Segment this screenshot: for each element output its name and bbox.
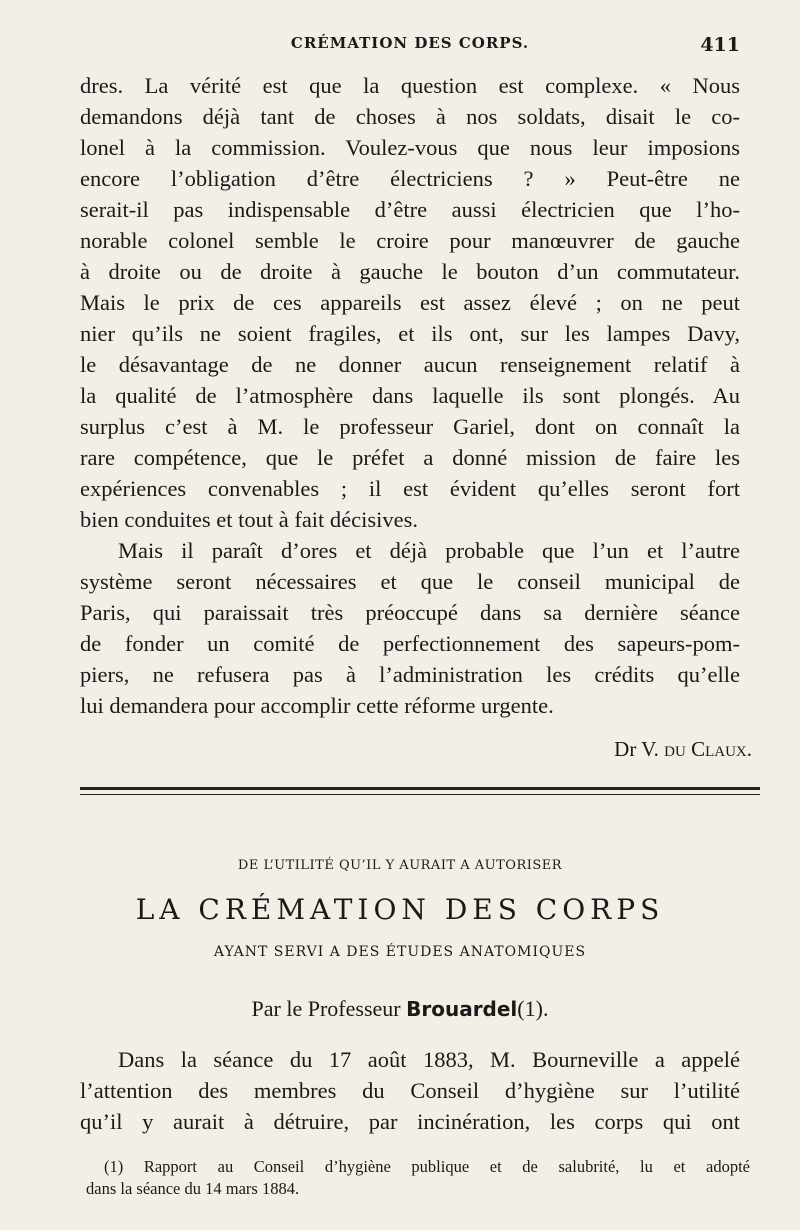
paragraph-2 [80, 535, 740, 721]
section-divider-thin [80, 794, 760, 795]
text-line: rare compétence, que le préfet a donné mission de faire les [80, 445, 740, 470]
text-line: Mais il paraît d’ores et déjà probable que l’un et l’autre [118, 538, 740, 563]
signature-prefix: Dr V. [614, 737, 659, 761]
text-line: dres. La vérité est que la question est complexe. « Nous [80, 73, 740, 98]
article-title: LA CRÉMATION DES CORPS [135, 893, 665, 926]
text-line: lonel à la commission. Voulez-vous que nous leur imposions [80, 135, 740, 160]
author-prefix: Par le Professeur [251, 996, 401, 1021]
text-line: encore l’obligation d’être électriciens ? » Peut-être ne [80, 166, 740, 191]
text-line: surplus c’est à M. le professeur Gariel, dont on connaît la [80, 414, 740, 439]
signature-name: du Claux. [664, 737, 752, 761]
signature [614, 737, 752, 762]
running-head [80, 34, 740, 58]
footnote [86, 1156, 750, 1200]
text-line: l’attention des membres du Conseil d’hygiène sur l’utilité [80, 1078, 740, 1103]
text-line: lui demandera pour accomplir cette réforme urgente. [80, 693, 554, 718]
text-line: bien conduites et tout à fait décisives. [80, 507, 419, 532]
text-line: piers, ne refusera pas à l’administration les crédits qu’elle [80, 662, 740, 687]
article-author [0, 996, 800, 1022]
text-line: demandons déjà tant de choses à nos soldats, disait le co- [80, 104, 740, 129]
running-title: CRÉMATION DES CORPS. [290, 34, 530, 52]
text-line: à droite ou de droite à gauche le bouton d’un commutateur. [80, 259, 740, 284]
text-line: le désavantage de ne donner aucun renseignement relatif à [80, 352, 740, 377]
page-number: 411 [700, 34, 740, 56]
article-pre-title: DE L’UTILITÉ QU’IL Y AURAIT A AUTORISER [237, 858, 563, 873]
text-line: la qualité de l’atmosphère dans laquelle ils sont plongés. Au [80, 383, 740, 408]
text-line: qu’il y aurait à détruire, par incinération, les corps qui ont [80, 1109, 740, 1134]
text-line: de fonder un comité de perfectionnement des sapeurs-pom- [80, 631, 740, 656]
section-divider [80, 787, 760, 790]
article-subtitle: AYANT SERVI A DES ÉTUDES ANATOMIQUES [213, 944, 587, 960]
text-line: serait-il pas indispensable d’être aussi électricien que l’ho- [80, 197, 740, 222]
text-line: Dans la séance du 17 août 1883, M. Bourneville a appelé [118, 1047, 740, 1072]
paragraph-1 [80, 70, 740, 535]
paragraph-3 [80, 1044, 740, 1137]
text-line: Mais le prix de ces appareils est assez élevé ; on ne peut [80, 290, 740, 315]
footnote-line: (1) Rapport au Conseil d’hygiène publique et de salubrité, lu et adopté [104, 1157, 750, 1176]
text-line: expériences convenables ; il est évident qu’elles seront fort [80, 476, 740, 501]
text-line: Paris, qui paraissait très préoccupé dans sa dernière séance [80, 600, 740, 625]
footnote-line: dans la séance du 14 mars 1884. [86, 1179, 300, 1198]
author-name: Brouardel [406, 997, 518, 1021]
text-line: système seront nécessaires et que le conseil municipal de [80, 569, 740, 594]
text-line: norable colonel semble le croire pour manœuvrer de gauche [80, 228, 740, 253]
footnote-ref: (1). [517, 996, 549, 1021]
text-line: nier qu’ils ne soient fragiles, et ils ont, sur les lampes Davy, [80, 321, 740, 346]
